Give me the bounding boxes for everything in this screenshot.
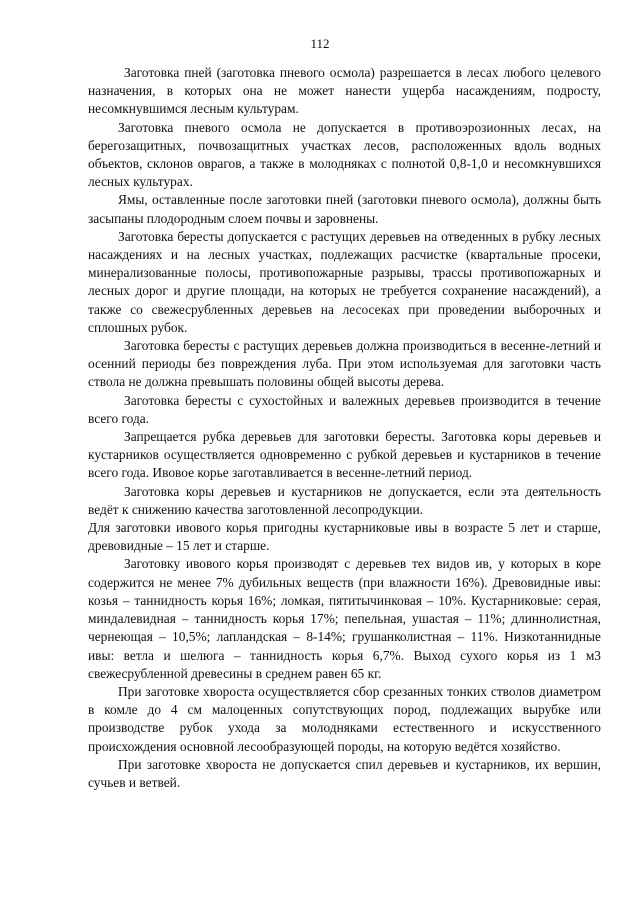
paragraph-stump-restrictions: Заготовка пневого осмола не допускается в противоэрозионных лесах, на берегозащитных, почвозащитных участках лесов, расположенных вдоль водных объектов, склонов оврагов, а также в молодняках с полнотой 0,8-1,0 и несомкнувшихся лесных культурах. [88, 119, 601, 190]
paragraph-dead-wood-bark: Заготовка бересты с сухостойных и валежных деревьев производится в течение всего года. [88, 392, 601, 426]
paragraph-birch-bark-allowed: Заготовка бересты допускается с растущих деревьев на отведенных в рубку лесных насаждениях и на лесных участках, подлежащих расчистке (квартальные просеки, минерализованные полосы, противопожарные разрывы, трассы противопожарных и лесных дорог и другие площади, на которых не требуется сохранение насаждений), а также со свежесрубленных деревьев на лесосеках при проведении выборочных и сплошных рубок. [88, 228, 601, 335]
paragraph-pits-backfill: Ямы, оставленные после заготовки пней (заготовки пневого осмола), должны быть засыпаны плодородным слоем почвы и заровнены. [88, 192, 601, 226]
page-number: 112 [310, 36, 330, 51]
paragraph-brushwood-collection: При заготовке хвороста осуществляется сбор срезанных тонких стволов диаметром в комле до 4 см малоценных сопутствующих пород, подлежащих вырубке или производстве рубок ухода за молодняками естественного и искусственного происхождения основной лесообразующей породы, на которую ведётся хозяйство. [88, 683, 601, 754]
paragraph-bark-quality: Заготовка коры деревьев и кустарников не допускается, если эта деятельность ведёт к снижению качества заготовленной лесопродукции. [88, 483, 601, 517]
paragraph-bark-felling: Запрещается рубка деревьев для заготовки бересты. Заготовка коры деревьев и кустарников осуществляется одновременно с рубкой деревьев и кустарников в течение всего года. Ивовое корье заготавливается в весенне-летний период. [88, 429, 601, 481]
paragraph-willow-age: Для заготовки ивового корья пригодны кустарниковые ивы в возрасте 5 лет и старше, древовидные – 15 лет и старше. [88, 520, 601, 554]
paragraph-willow-tannin: Заготовку ивового корья производят с деревьев тех видов ив, у которых в коре содержится не менее 7% дубильных веществ (при влажности 16%). Древовидные ивы: козья – таннидность корья 16%; ломкая, пятитычинковая – 10%. Кустарниковые: серая, миндалевидная – таннидность корья 17%; пепельная, ушастая – 11%; длиннолистная, чернеющая – 10,5%; лапландская – 8-14%; грушанколистная – 11%. Низкотаннидные ивы: ветла и шелюга – таннидность корья 6,7%. Выход сухого корья из 1 м3 свежесрубленной древесины в среднем равен 65 кг. [88, 556, 601, 681]
paragraph-birch-bark-season: Заготовка бересты с растущих деревьев должна производиться в весенне-летний и осенний периоды без повреждения луба. При этом используемая для заготовки часть ствола не должна превышать половины общей высоты дерева. [88, 338, 601, 390]
paragraph-stump-harvesting: Заготовка пней (заготовка пневого осмола) разрешается в лесах любого целевого назначения, в которых она не может нанести ущерба насаждениям, подросту, несомкнувшимся лесным культурам. [88, 65, 601, 117]
document-body [88, 64, 601, 792]
paragraph-brushwood-restrictions: При заготовке хвороста не допускается спил деревьев и кустарников, их вершин, сучьев и ветвей. [88, 756, 601, 790]
